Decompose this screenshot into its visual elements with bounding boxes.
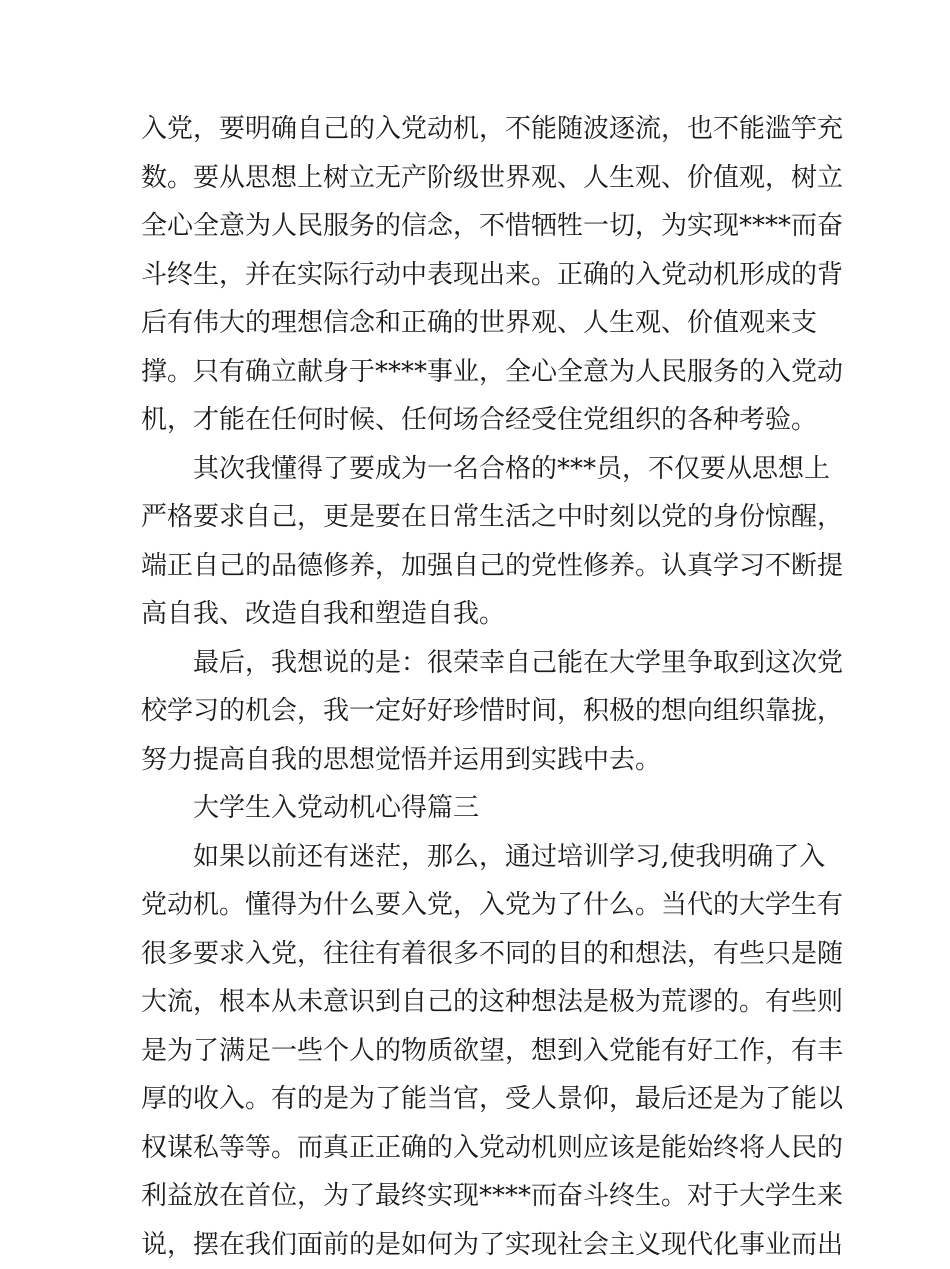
text-line: 后有伟大的理想信念和正确的世界观、人生观、价值观来支 (141, 299, 817, 348)
text-line: 党动机。懂得为什么要入党，入党为了什么。当代的大学生有 (141, 881, 817, 930)
section-heading: 大学生入党动机心得篇三 (141, 784, 817, 833)
text-line: 数。要从思想上树立无产阶级世界观、人生观、价值观，树立 (141, 154, 817, 203)
text-line: 撑。只有确立献身于****事业，全心全意为人民服务的入党动 (141, 348, 817, 397)
text-line: 努力提高自我的思想觉悟并运用到实践中去。 (141, 736, 817, 785)
text-line: 高自我、改造自我和塑造自我。 (141, 590, 817, 639)
text-line: 是为了满足一些个人的物质欲望，想到入党能有好工作，有丰 (141, 1027, 817, 1076)
text-line: 利益放在首位，为了最终实现****而奋斗终生。对于大学生来 (141, 1172, 817, 1221)
text-line: 严格要求自己，更是要在日常生活之中时刻以党的身份惊醒， (141, 493, 817, 542)
paragraph-start-line: 其次我懂得了要成为一名合格的***员，不仅要从思想上 (141, 445, 817, 494)
text-line: 权谋私等等。而真正正确的入党动机则应该是能始终将人民的 (141, 1124, 817, 1173)
text-line: 厚的收入。有的是为了能当官，受人景仰，最后还是为了能以 (141, 1075, 817, 1124)
text-line: 端正自己的品德修养，加强自己的党性修养。认真学习不断提 (141, 542, 817, 591)
text-line: 入党，要明确自己的入党动机，不能随波逐流，也不能滥竽充 (141, 105, 817, 154)
paragraph-start-line: 如果以前还有迷茫，那么，通过培训学习,使我明确了入 (141, 833, 817, 882)
text-line: 很多要求入党，往往有着很多不同的目的和想法，有些只是随 (141, 930, 817, 979)
text-line: 斗终生，并在实际行动中表现出来。正确的入党动机形成的背 (141, 251, 817, 300)
text-line: 全心全意为人民服务的信念，不惜牺牲一切，为实现****而奋 (141, 202, 817, 251)
paragraph-start-line: 最后，我想说的是：很荣幸自己能在大学里争取到这次党 (141, 639, 817, 688)
text-line: 校学习的机会，我一定好好珍惜时间，积极的想向组织靠拢， (141, 687, 817, 736)
text-line: 说，摆在我们面前的是如何为了实现社会主义现代化事业而出 (141, 1221, 817, 1269)
document-body (141, 105, 817, 1269)
text-line: 机，才能在任何时候、任何场合经受住党组织的各种考验。 (141, 396, 817, 445)
text-line: 大流，根本从未意识到自己的这种想法是极为荒谬的。有些则 (141, 978, 817, 1027)
